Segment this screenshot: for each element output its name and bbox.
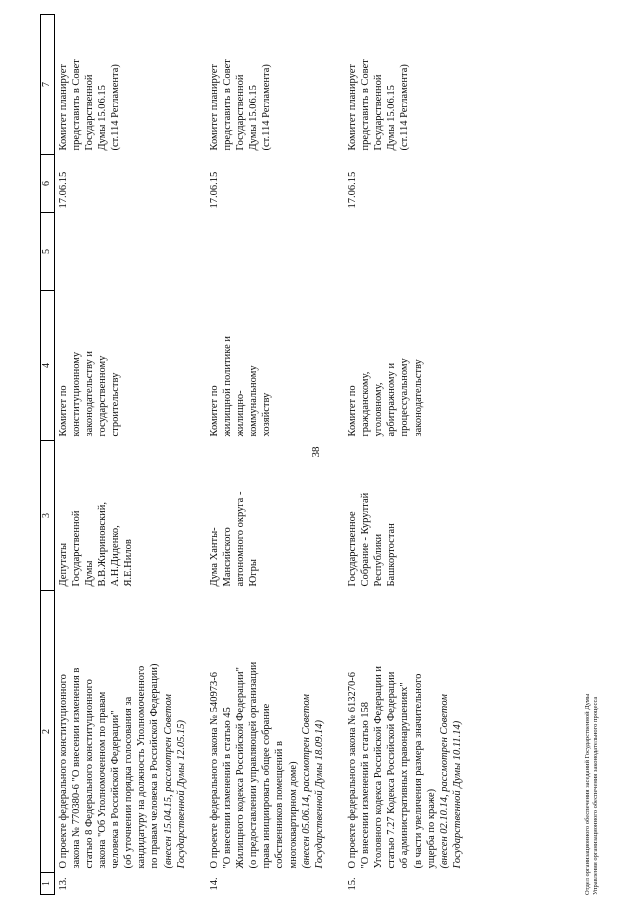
text-line: об административных правонарушениях": [399, 682, 411, 869]
text-line: Собрание - Курултай: [360, 492, 371, 587]
text-line: жилищной политике и: [221, 336, 233, 437]
text-line: Башкортостан: [386, 523, 398, 587]
col5-cell: [206, 213, 329, 291]
text-line: права инициировать общее собрание: [261, 703, 273, 869]
text-line: статью 8 Федерального конституционного: [83, 679, 95, 869]
header-col-2: 2: [41, 591, 55, 873]
status-cell: [344, 15, 467, 155]
text-line: законодательству и: [83, 350, 95, 437]
text-line: Комитет по: [57, 385, 69, 437]
text-line: Думы: [83, 560, 95, 587]
text-line: уголовному,: [373, 382, 385, 437]
date-cell: 17.06.15: [346, 171, 358, 209]
text-line: Думы 15.06.15: [248, 85, 260, 151]
text-line: О проекте федерального конституционного: [57, 674, 69, 869]
row-number: 15.: [346, 877, 358, 891]
text-line: статью 7.27 Кодекса Российской Федерации: [386, 671, 398, 869]
row-spacer: [329, 15, 344, 895]
text-line: Комитет планирует: [346, 64, 358, 151]
rotated-page: [40, 15, 640, 895]
text-line: Думы 15.06.15: [96, 85, 108, 151]
text-line: строительству: [110, 372, 121, 437]
text-line: Государственной Думы 18.09.14): [313, 720, 325, 869]
footer-line: Отдел организационного обеспечения заседаний Государственной Думы: [584, 693, 591, 895]
text-line: человека в Российской Федерации": [110, 710, 121, 869]
responsible-committee: [344, 291, 467, 441]
text-line: Югры: [248, 559, 260, 587]
status-cell: [54, 15, 191, 155]
table-row: [344, 15, 467, 895]
bill-title: [344, 591, 467, 873]
text-line: "О внесении изменений в статью 45: [221, 707, 233, 869]
row-spacer: [191, 15, 206, 895]
text-line: (внесен 02.10.14, рассмотрен Советом: [438, 694, 450, 869]
date-cell: 17.06.15: [57, 171, 69, 209]
text-line: Уголовного кодекса Российской Федерации и: [373, 665, 385, 869]
text-line: Комитет по: [208, 385, 220, 437]
text-line: Жилищного кодекса Российской Федерации": [235, 667, 246, 869]
text-line: Комитет планирует: [57, 64, 69, 151]
text-line: (о предоставлении управляющей организации: [248, 661, 260, 869]
table-header-row: [41, 15, 55, 895]
row-number: 14.: [208, 877, 220, 891]
text-line: Государственной Думы 12.05.15): [175, 720, 187, 869]
text-line: Думы 15.06.15: [386, 85, 398, 151]
text-line: (об уточнении порядка голосования за: [123, 696, 135, 869]
header-col-1: 1: [41, 873, 55, 895]
header-col-6: 6: [41, 155, 55, 213]
text-line: Депутаты: [57, 542, 69, 587]
text-line: О проекте федерального закона № 540973-6: [208, 671, 220, 869]
text-line: законодательству: [412, 359, 424, 437]
text-line: (в части увеличения размера значительного: [412, 673, 424, 869]
text-line: по правам человека в Российской Федерации): [149, 663, 161, 869]
date-cell: 17.06.15: [208, 171, 220, 209]
bill-author: [54, 441, 191, 591]
text-line: арбитражному и: [386, 362, 398, 437]
text-line: закона № 770380-6 "О внесении изменения в: [70, 667, 82, 869]
header-col-5: 5: [41, 213, 55, 291]
text-line: Государственной: [70, 510, 82, 587]
text-line: ущерба по краже): [425, 788, 437, 869]
text-line: Государственной: [235, 74, 246, 151]
text-line: Комитет планирует: [208, 64, 220, 151]
text-line: О проекте федерального закона № 613270-6: [346, 671, 358, 869]
text-line: процессуальному: [399, 358, 411, 437]
text-line: Республики: [373, 533, 385, 587]
header-col-3: 3: [41, 441, 55, 591]
bill-author: [344, 441, 467, 591]
text-line: кандидатуру на должность Уполномоченного: [136, 665, 148, 869]
footer-department: [584, 555, 601, 895]
text-line: представить в Совет: [70, 59, 82, 151]
text-line: гражданскому,: [360, 371, 371, 437]
text-line: (внесен 15.04.15, рассмотрен Советом: [162, 694, 174, 869]
text-line: Государственной: [83, 74, 95, 151]
text-line: представить в Совет: [360, 59, 371, 151]
text-line: Мансийского: [221, 527, 233, 587]
text-line: жилищно-: [235, 390, 246, 437]
text-line: автономного округа -: [235, 491, 246, 587]
col5-cell: [344, 213, 467, 291]
responsible-committee: [206, 291, 329, 441]
text-line: Комитет по: [346, 385, 358, 437]
bills-table: [40, 14, 467, 895]
text-line: В.В.Жириновский,: [96, 501, 108, 587]
text-line: коммунальному: [248, 365, 260, 437]
text-line: Дума Ханты-: [208, 527, 220, 587]
text-line: многоквартирном доме): [287, 761, 299, 869]
bill-title: [54, 591, 191, 873]
responsible-committee: [54, 291, 191, 441]
bill-author: [206, 441, 329, 591]
text-line: государственному: [96, 355, 108, 437]
text-line: хозяйству: [261, 392, 273, 437]
table-row: [206, 15, 329, 895]
text-line: (внесен 05.06.14, рассмотрен Советом: [300, 694, 312, 869]
header-col-4: 4: [41, 291, 55, 441]
text-line: А.Н.Диденко,: [110, 525, 121, 587]
text-line: Государственное: [346, 511, 358, 587]
table-row: [54, 15, 191, 895]
header-col-7: 7: [41, 15, 55, 155]
text-line: "О внесении изменений в статью 158: [360, 701, 371, 869]
text-line: (ст.114 Регламента): [399, 64, 411, 151]
row-number: 13.: [57, 877, 69, 891]
text-line: Государственной: [373, 74, 385, 151]
col5-cell: [54, 213, 191, 291]
status-cell: [206, 15, 329, 155]
bill-title: [206, 591, 329, 873]
text-line: закона "Об Уполномоченном по правам: [96, 691, 108, 869]
text-line: Я.Е.Нилов: [123, 539, 135, 587]
text-line: (ст.114 Регламента): [110, 64, 121, 151]
footer-line: Управления организационного обеспечения законодательного процесса: [592, 696, 600, 895]
text-line: собственников помещений в: [274, 741, 286, 869]
text-line: представить в Совет: [221, 59, 233, 151]
text-line: Государственной Думы 10.11.14): [451, 720, 463, 869]
text-line: (ст.114 Регламента): [261, 64, 273, 151]
text-line: конституционному: [70, 351, 82, 437]
